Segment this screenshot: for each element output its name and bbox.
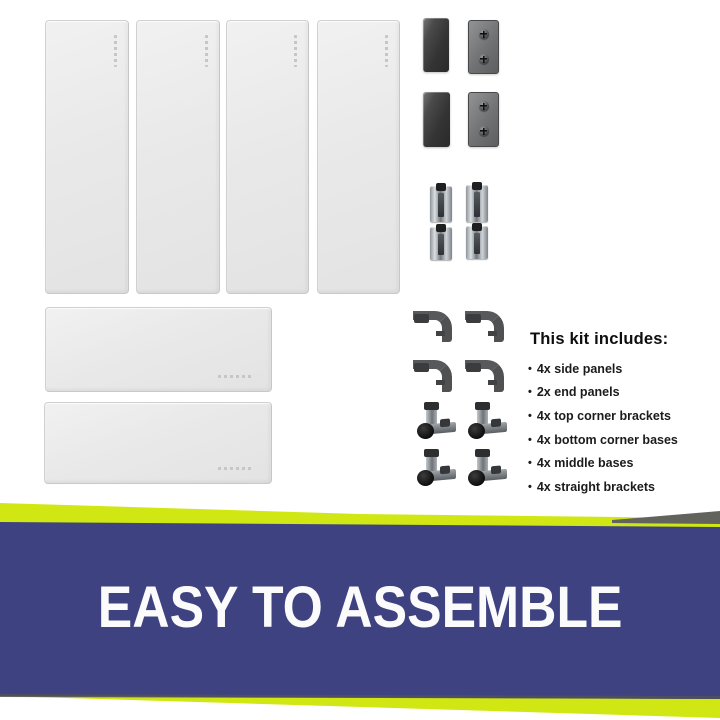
kit-item: • 4x straight brackets bbox=[528, 480, 720, 495]
middle-base-clip bbox=[466, 226, 488, 259]
top-corner-bracket bbox=[413, 357, 453, 395]
screw-icon bbox=[479, 54, 489, 64]
base-arm bbox=[430, 469, 456, 481]
bottom-corner-base bbox=[468, 403, 507, 440]
panel-watermark bbox=[218, 467, 254, 470]
side-panel bbox=[317, 20, 400, 294]
screw-icon bbox=[479, 126, 489, 136]
panel-watermark bbox=[205, 35, 208, 67]
screw-plate bbox=[468, 92, 499, 147]
kit-includes-block bbox=[528, 330, 720, 503]
middle-base-clip bbox=[466, 185, 488, 222]
bottom-corner-base bbox=[468, 450, 507, 487]
top-corner-bracket bbox=[465, 357, 505, 395]
middle-base-clip bbox=[430, 186, 452, 222]
kit-includes-title: This kit includes: bbox=[530, 330, 669, 348]
screw-plate bbox=[468, 20, 499, 74]
base-foot bbox=[468, 423, 485, 439]
end-panel bbox=[44, 402, 272, 484]
screw-icon bbox=[479, 29, 489, 39]
panel-watermark bbox=[294, 35, 297, 67]
end-cap bbox=[423, 92, 450, 147]
kit-item: • 4x top corner brackets bbox=[528, 409, 720, 424]
kit-item: • 2x end panels bbox=[528, 385, 720, 400]
panel-watermark bbox=[218, 375, 254, 378]
base-foot bbox=[468, 470, 485, 486]
side-panel bbox=[45, 20, 129, 294]
base-foot bbox=[417, 470, 434, 486]
bottom-corner-base bbox=[417, 403, 456, 440]
bottom-corner-base bbox=[417, 450, 456, 487]
side-panel bbox=[226, 20, 309, 294]
kit-includes-list bbox=[528, 362, 720, 495]
side-panel bbox=[136, 20, 220, 294]
base-arm bbox=[481, 469, 507, 481]
top-corner-bracket bbox=[413, 308, 453, 345]
base-arm bbox=[481, 422, 507, 434]
kit-item: • 4x middle bases bbox=[528, 456, 720, 471]
panel-watermark bbox=[114, 35, 117, 67]
screw-icon bbox=[479, 101, 489, 111]
end-panel bbox=[45, 307, 272, 392]
banner-headline bbox=[0, 574, 720, 640]
base-arm bbox=[430, 422, 456, 434]
kit-item: • 4x bottom corner bases bbox=[528, 433, 720, 448]
banner-headline-text: EASY TO ASSEMBLE bbox=[97, 574, 623, 640]
middle-base-clip bbox=[430, 227, 452, 260]
panel-watermark bbox=[385, 35, 388, 67]
kit-item: • 4x side panels bbox=[528, 362, 720, 377]
base-foot bbox=[417, 423, 434, 439]
top-corner-bracket bbox=[465, 308, 505, 345]
end-cap bbox=[423, 18, 449, 72]
